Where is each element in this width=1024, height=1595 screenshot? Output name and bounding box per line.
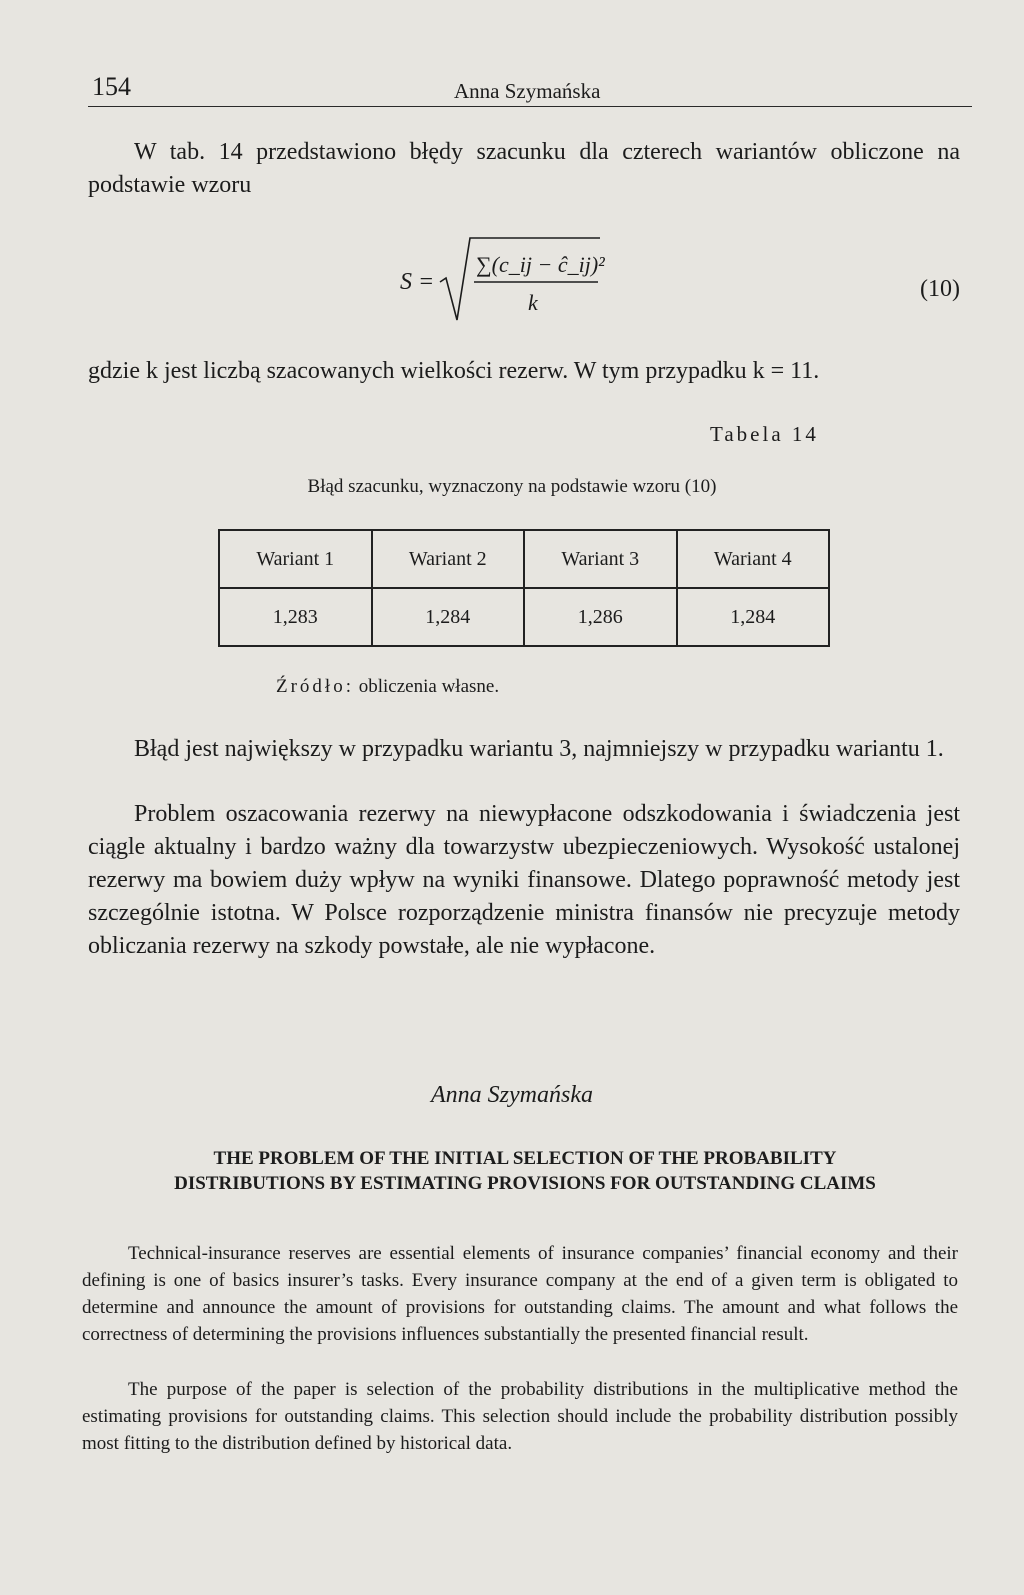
formula-numerator: ∑(c_ij − ĉ_ij)² bbox=[476, 252, 605, 277]
summary-title-line: THE PROBLEM OF THE INITIAL SELECTION OF THE PROBABILITY bbox=[213, 1148, 837, 1169]
summary-author: Anna Szymańska bbox=[431, 1082, 593, 1108]
table-title: Błąd szacunku, wyznaczony na podstawie wzoru (10) bbox=[307, 476, 717, 497]
page-header bbox=[88, 72, 972, 107]
table-source bbox=[276, 676, 499, 698]
source-text: obliczenia własne. bbox=[358, 676, 500, 697]
conclusion-paragraph: Problem oszacowania rezerwy na niewypłacone odszkodowania i świadczenia jest ciągle aktualny i bardzo ważny dla towarzystw ubezpieczeniowych. Wysokość ustalonej rezerwy ma bowiem duży wpływ na wyniki finansowe. Dlatego poprawność metody jest szczególnie istotna. W Polsce rozporządzenie ministra finansów nie precyzuje metody obliczania rezerwy na szkody powstałe, ale nie wypłacone. bbox=[88, 801, 960, 959]
formula-graphic bbox=[400, 236, 640, 326]
abstract-paragraph: Technical-insurance reserves are essential elements of insurance companies’ financial economy and their defining is one of basics insurer’s tasks. Every insurance company at the end of a given term is obligated to determine and announce the amount of provisions for outstanding claims. The amount and what follows the correctness of determining the provisions influences substantially the presented financial result. bbox=[82, 1243, 958, 1345]
result-paragraph: Błąd jest największy w przypadku wariantu 3, najmniejszy w przypadku wariantu 1. bbox=[134, 736, 944, 762]
formula-10 bbox=[400, 236, 640, 326]
table-cell: 1,284 bbox=[677, 588, 830, 646]
abstract-paragraph: The purpose of the paper is selection of the probability distributions in the multiplicative method the estimating provisions for outstanding claims. This selection should include the probability distribution possibly most fitting to the distribution defined by historical data. bbox=[82, 1379, 958, 1454]
after-formula-paragraph: gdzie k jest liczbą szacowanych wielkości rezerw. W tym przypadku k = 11. bbox=[88, 358, 820, 384]
summary-title bbox=[100, 1146, 950, 1196]
equation-number: (10) bbox=[920, 276, 960, 302]
results-table bbox=[218, 529, 830, 647]
page-number: 154 bbox=[92, 72, 131, 101]
table-header-cell: Wariant 4 bbox=[677, 530, 830, 588]
table-row bbox=[219, 588, 829, 646]
table-header-cell: Wariant 1 bbox=[219, 530, 372, 588]
table-label: Tabela 14 bbox=[710, 422, 819, 446]
source-label: Źródło: bbox=[276, 676, 354, 697]
formula-denominator: k bbox=[528, 290, 538, 315]
table-header-cell: Wariant 3 bbox=[524, 530, 677, 588]
table-cell: 1,286 bbox=[524, 588, 677, 646]
sqrt-sign bbox=[440, 238, 600, 320]
formula-lhs: S = bbox=[400, 269, 435, 295]
table-header-row bbox=[219, 530, 829, 588]
running-head: Anna Szymańska bbox=[454, 79, 601, 103]
table-header-cell: Wariant 2 bbox=[372, 530, 525, 588]
summary-title-line: DISTRIBUTIONS BY ESTIMATING PROVISIONS FOR OUTSTANDING CLAIMS bbox=[174, 1173, 876, 1194]
intro-paragraph: W tab. 14 przedstawiono błędy szacunku dla czterech wariantów obliczone na podstawie wzoru bbox=[88, 139, 960, 198]
table-cell: 1,283 bbox=[219, 588, 372, 646]
table-cell: 1,284 bbox=[372, 588, 525, 646]
